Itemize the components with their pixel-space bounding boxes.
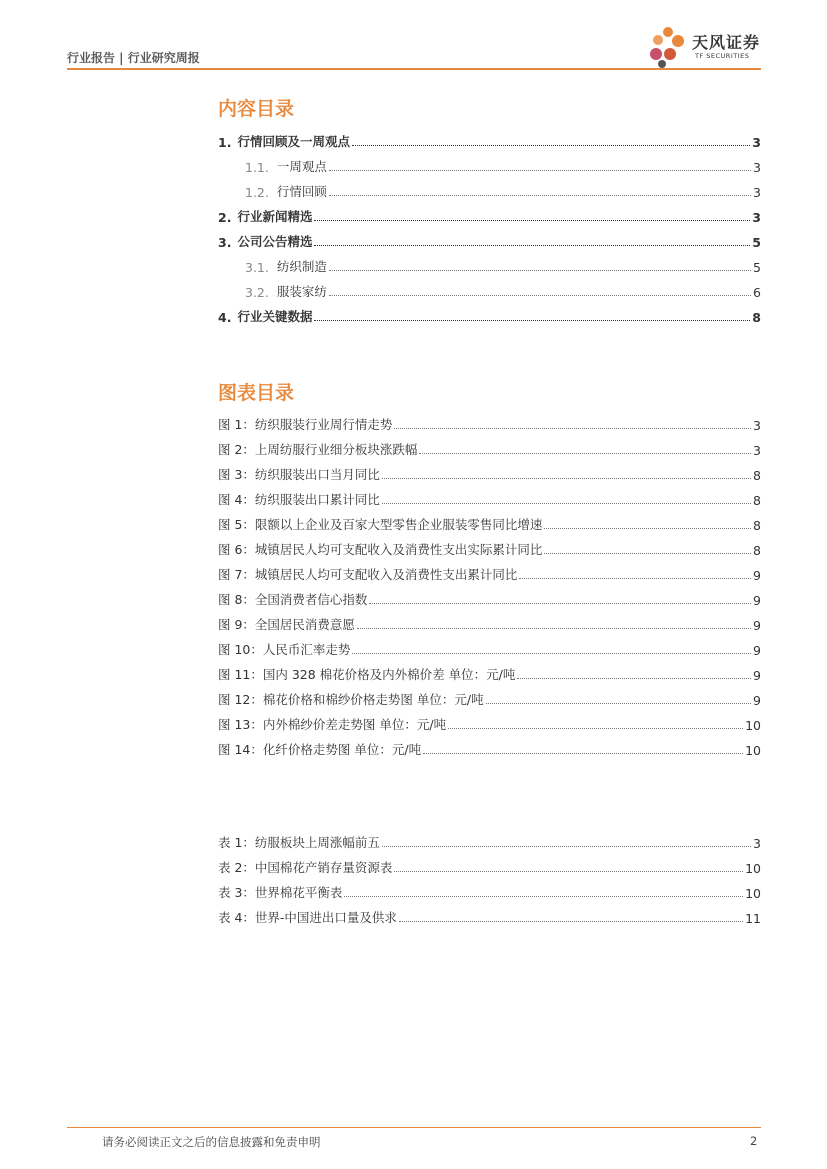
toc-entry-label: 行业新闻精选 [237,209,313,224]
logo-chinese-name: 天风证券 [692,33,761,52]
footer-disclaimer: 请务必阅读正文之后的信息披露和免责申明 [102,1135,321,1149]
figure-entry-page: 8 [753,543,761,558]
table-entry-page: 11 [745,911,761,926]
figure-entry-page: 10 [745,743,761,758]
figures-title: 图表目录 [218,382,295,404]
figure-entry-label: 图 5：限额以上企业及百家大型零售企业服装零售同比增速 [218,517,543,532]
figure-entry-page: 3 [753,443,761,458]
figure-entry[interactable] [218,583,761,608]
dot-leader [423,753,743,754]
toc-entry-number: 1. [218,135,232,150]
toc-entry-label: 公司公告精选 [237,234,313,249]
dot-leader [357,628,751,629]
figure-entry[interactable] [218,458,761,483]
dot-leader [519,578,751,579]
dot-leader [419,453,751,454]
figure-entry-label: 图 3：纺织服装出口当月同比 [218,467,380,482]
toc-entry-page: 3 [752,210,761,225]
figure-entry-label: 图 7：城镇居民人均可支配收入及消费性支出累计同比 [218,567,518,582]
table-entry-label: 表 1：纺服板块上周涨幅前五 [218,835,380,850]
toc-entry-page: 5 [753,260,761,275]
toc-entry[interactable] [218,250,761,275]
figure-entry[interactable] [218,633,761,658]
flower-logo-icon [648,24,690,68]
table-entry-label: 表 4：世界-中国进出口量及供求 [218,910,397,925]
dot-leader [394,871,743,872]
dot-leader [448,728,743,729]
table-entry-page: 10 [745,861,761,876]
figure-entry-page: 9 [753,568,761,583]
figure-entry-label: 图 1：纺织服装行业周行情走势 [218,417,393,432]
dot-leader [399,921,743,922]
toc-entry-number: 1.2. [245,185,269,200]
toc-entry-page: 3 [753,160,761,175]
toc-entry[interactable] [218,225,761,250]
toc-entry-number: 4. [218,310,232,325]
toc-entry-page: 3 [752,135,761,150]
table-entry-page: 10 [745,886,761,901]
dot-leader [394,428,751,429]
toc-entry[interactable] [218,275,761,300]
figure-entry-page: 9 [753,668,761,683]
dot-leader [486,703,751,704]
figure-entry[interactable] [218,558,761,583]
toc-entry[interactable] [218,125,761,150]
figure-entry[interactable] [218,533,761,558]
dot-leader [382,846,751,847]
dot-leader [544,528,751,529]
dot-leader [329,295,751,296]
figure-entry-page: 8 [753,493,761,508]
figure-entry[interactable] [218,733,761,758]
figure-entry[interactable] [218,508,761,533]
figure-entry[interactable] [218,483,761,508]
figure-entry-label: 图 14：化纤价格走势图 单位：元/吨 [218,742,422,757]
dot-leader [352,653,751,654]
figure-entry-page: 9 [753,643,761,658]
figure-entry-page: 9 [753,593,761,608]
toc-entry-number: 3. [218,235,232,250]
figure-entry-page: 3 [753,418,761,433]
toc-entry-number: 1.1. [245,160,269,175]
header-divider [67,68,761,70]
toc-entry[interactable] [218,200,761,225]
table-entry-page: 3 [753,836,761,851]
toc-entry-label: 纺织制造 [276,259,327,274]
table-entry-label: 表 2：中国棉花产销存量资源表 [218,860,393,875]
dot-leader [314,245,750,246]
figure-entry[interactable] [218,683,761,708]
dot-leader [329,170,751,171]
toc-entry-label: 行业关键数据 [237,309,313,324]
contents-title: 内容目录 [218,98,295,120]
dot-leader [314,220,750,221]
dot-leader [382,478,751,479]
dot-leader [329,195,751,196]
dot-leader [517,678,751,679]
figure-entry-label: 图 11：国内 328 棉花价格及内外棉价差 单位：元/吨 [218,667,516,682]
table-entry[interactable] [218,901,761,926]
figure-entry-page: 9 [753,618,761,633]
figure-entry-label: 图 4：纺织服装出口累计同比 [218,492,380,507]
toc-entry-page: 5 [752,235,761,250]
logo-english-name: TF SECURITIES [695,52,750,60]
figure-entry-label: 图 9：全国居民消费意愿 [218,617,355,632]
figure-entry-label: 图 2：上周纺服行业细分板块涨跌幅 [218,442,418,457]
figure-entry-page: 8 [753,518,761,533]
dot-leader [544,553,751,554]
contents-list [218,125,761,325]
toc-entry-page: 8 [752,310,761,325]
company-logo [648,24,768,68]
figure-entry-label: 图 10：人民币汇率走势 [218,642,351,657]
toc-entry-page: 6 [753,285,761,300]
footer-divider [67,1127,761,1128]
figure-entry[interactable] [218,608,761,633]
tables-list [218,826,761,926]
dot-leader [314,320,750,321]
figure-entry-label: 图 12：棉花价格和棉纱价格走势图 单位：元/吨 [218,692,484,707]
figure-entry[interactable] [218,658,761,683]
figure-entry-page: 9 [753,693,761,708]
toc-entry-number: 3.2. [245,285,269,300]
dot-leader [382,503,751,504]
toc-entry-label: 行情回顾及一周观点 [237,134,350,149]
table-entry[interactable] [218,851,761,876]
figure-entry[interactable] [218,708,761,733]
figure-entry-label: 图 13：内外棉纱价差走势图 单位：元/吨 [218,717,447,732]
header-breadcrumb: 行业报告 | 行业研究周报 [67,51,200,65]
toc-entry-number: 2. [218,210,232,225]
figure-entry-page: 8 [753,468,761,483]
table-entry[interactable] [218,826,761,851]
toc-entry-label: 服装家纺 [276,284,327,299]
table-entry-label: 表 3：世界棉花平衡表 [218,885,343,900]
page-number: 2 [750,1134,758,1148]
figure-entry[interactable] [218,433,761,458]
figure-entry-page: 10 [745,718,761,733]
toc-entry[interactable] [218,300,761,325]
figure-entry-label: 图 8：全国消费者信心指数 [218,592,368,607]
dot-leader [352,145,750,146]
dot-leader [369,603,751,604]
figure-entry[interactable] [218,408,761,433]
toc-entry[interactable] [218,175,761,200]
figures-list [218,408,761,758]
table-entry[interactable] [218,876,761,901]
toc-entry-label: 行情回顾 [276,184,327,199]
dot-leader [344,896,743,897]
toc-entry-label: 一周观点 [276,159,327,174]
dot-leader [329,270,751,271]
toc-entry-number: 3.1. [245,260,269,275]
toc-entry[interactable] [218,150,761,175]
figure-entry-label: 图 6：城镇居民人均可支配收入及消费性支出实际累计同比 [218,542,543,557]
toc-entry-page: 3 [753,185,761,200]
